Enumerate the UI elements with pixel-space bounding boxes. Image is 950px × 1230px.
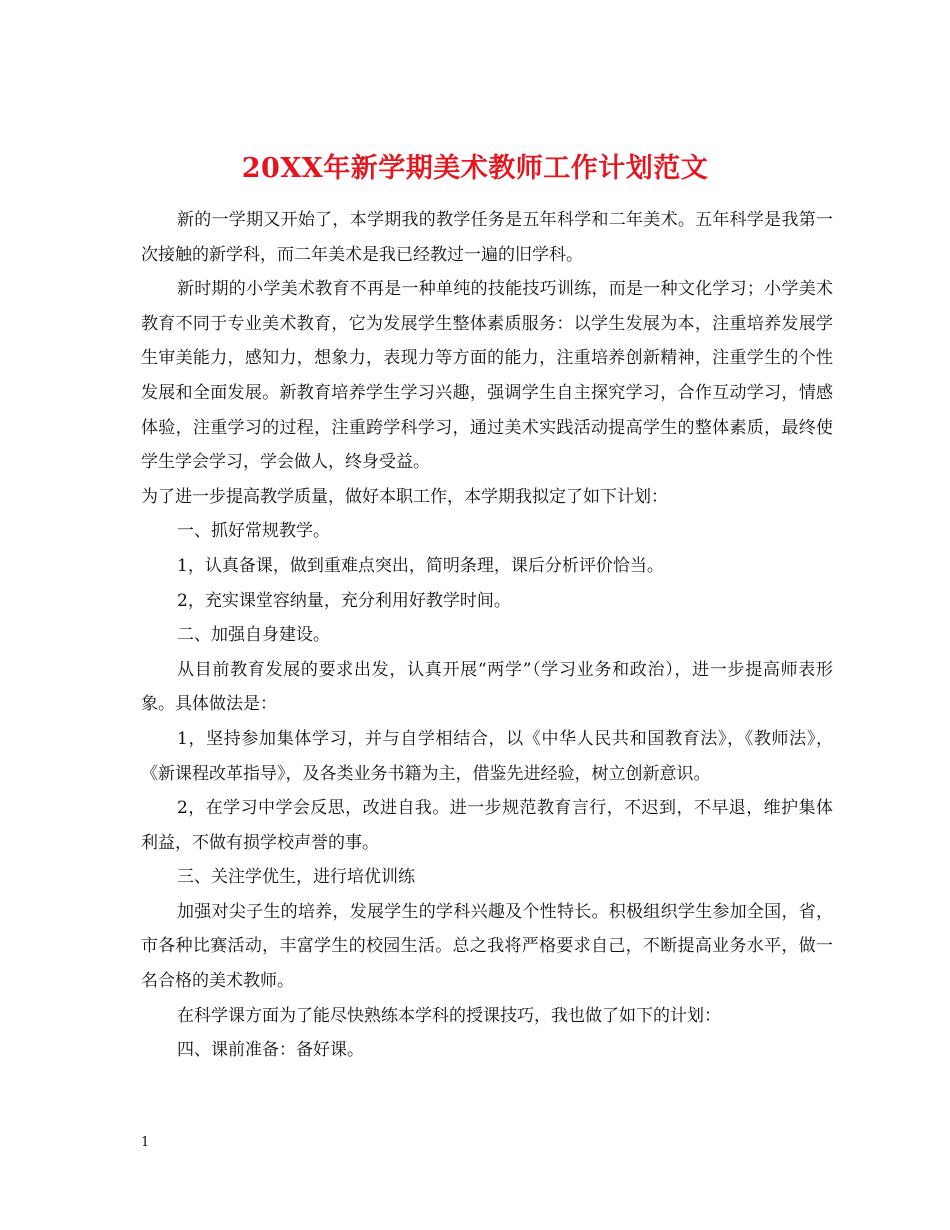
- paragraph-science-plan: 在科学课方面为了能尽快熟练本学科的授课技巧，我也做了如下的计划：: [177, 1005, 721, 1026]
- paragraph-plan-intro: 为了进一步提高教学质量，做好本职工作，本学期我拟定了如下计划：: [141, 486, 668, 507]
- page-number: 1: [141, 1135, 150, 1150]
- section-heading-1: 一、抓好常规教学。: [177, 521, 330, 542]
- list-item-2-2: 2，在学习中学会反思，改进自我。进一步规范教育言行，不迟到，不早退，维护集体利益，不做有损学校声誉的事。: [141, 798, 833, 853]
- paragraph-art-education: 新时期的小学美术教育不再是一种单纯的技能技巧训练，而是一种文化学习；小学美术教育不同于专业美术教育，它为发展学生整体素质服务：以学生发展为本，注重培养发展学生审美能力，感知力，想象力，表现力等方面的能力，注重培养创新精神，注重学生的个性发展和全面发展。新教育培养学生学习兴趣，强调学生自主探究学习，合作互动学习，情感体验，注重学习的过程，注重跨学科学习，通过美术实践活动提高学生的整体素质，最终使学生学会学习，学会做人，终身受益。: [141, 279, 833, 473]
- document-title: 20XX年新学期美术教师工作计划范文: [241, 153, 709, 185]
- paragraph-self-development: 从目前教育发展的要求出发，认真开展“两学”（学习业务和政治），进一步提高师表形象。具体做法是：: [141, 659, 833, 715]
- paragraph-intro: 新的一学期又开始了，本学期我的教学任务是五年科学和二年美术。五年科学是我第一次接触的新学科，而二年美术是我已经教过一遍的旧学科。: [141, 210, 833, 265]
- paragraph-top-students: 加强对尖子生的培养，发展学生的学科兴趣及个性特长。积极组织学生参加全国，省，市各种比赛活动，丰富学生的校园生活。总之我将严格要求自己，不断提高业务水平，做一名合格的美术教师。: [141, 901, 833, 992]
- section-heading-3: 三、关注学优生，进行培优训练: [177, 867, 415, 888]
- list-item-1-2: 2，充实课堂容纳量，充分利用好教学时间。: [177, 590, 511, 611]
- section-heading-2: 二、加强自身建设。: [177, 625, 330, 646]
- section-heading-4: 四、课前准备：备好课。: [177, 1040, 364, 1061]
- list-item-2-1: 1，坚持参加集体学习，并与自学相结合，以《中华人民共和国教育法》，《教师法》，《新课程改革指导》，及各类业务书籍为主，借鉴先进经验，树立创新意识。: [141, 728, 833, 784]
- document-body: [141, 203, 833, 1068]
- list-item-1-1: 1，认真备课，做到重难点突出，简明条理，课后分析评价恰当。: [177, 555, 664, 576]
